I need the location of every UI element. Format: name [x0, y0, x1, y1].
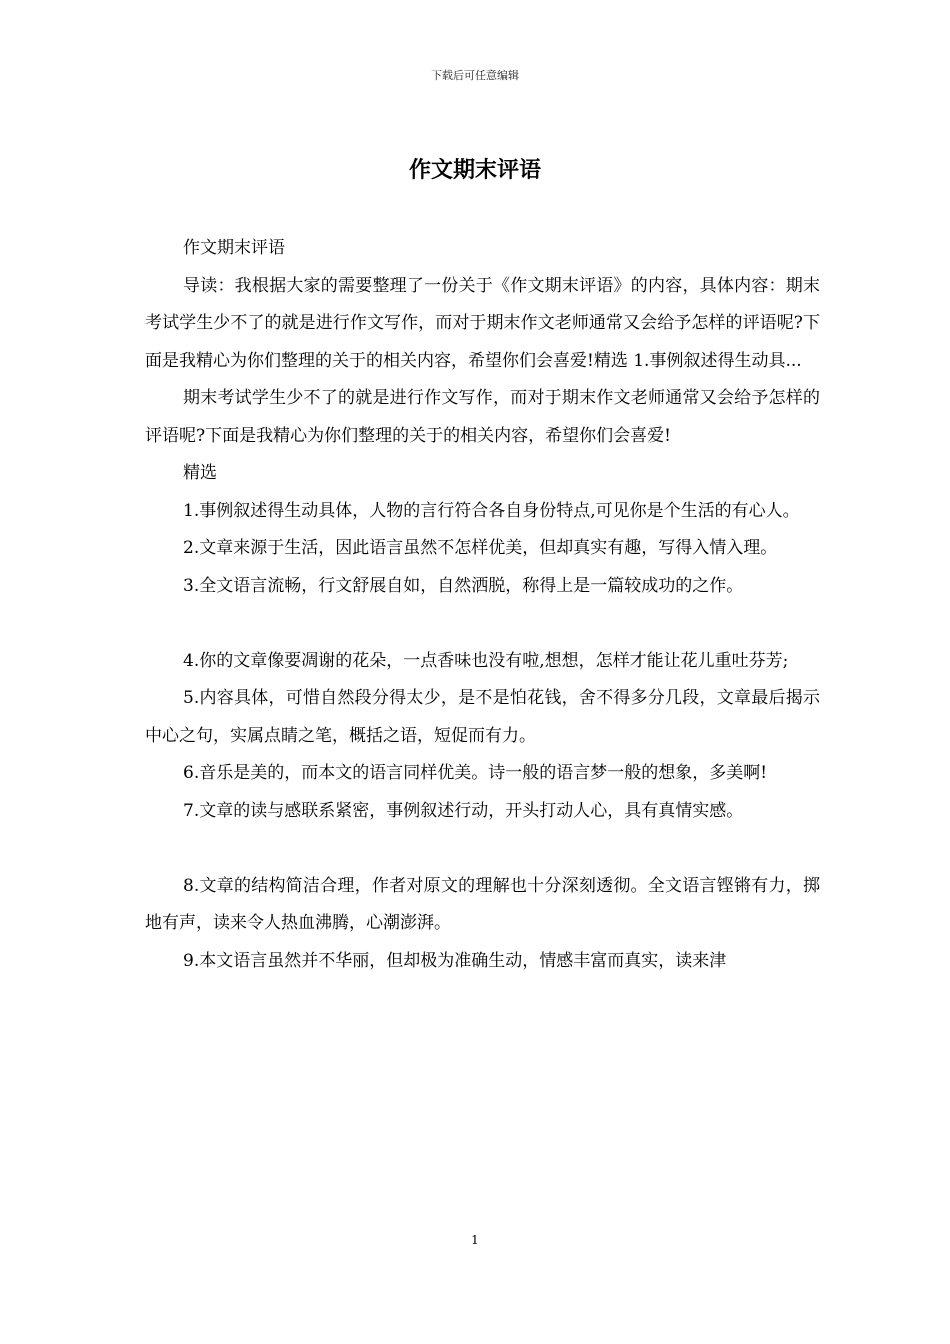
paragraph: 精选 — [183, 463, 217, 483]
paragraph: 作文期末评语 — [183, 238, 285, 258]
page-header: 下载后可任意编辑 — [431, 69, 519, 82]
paragraph: 3.全文语言流畅，行文舒展自如，自然洒脱，称得上是一篇较成功的之作。 — [183, 575, 744, 596]
paragraph: 6.音乐是美的，而本文的语言同样优美。诗一般的语言梦一般的想象，多美啊! — [183, 763, 768, 783]
paragraph: 2.文章来源于生活，因此语言虽然不怎样优美，但却真实有趣，写得入情入理。 — [183, 538, 778, 558]
paragraph: 期末考试学生少不了的就是进行作文写作，而对于期末作文老师通常又会给予怎样的评语呢?下面是我精心为你们整理的关于的相关内容，希望你们会喜爱! — [145, 388, 820, 446]
paragraph: 8.文章的结构简洁合理，作者对原文的理解也十分深刻透彻。全文语言铿锵有力，掷地有声，读来令人热血沸腾，心潮澎湃。 — [145, 875, 820, 933]
paragraph: 5.内容具体，可惜自然段分得太少，是不是怕花钱，舍不得多分几段，文章最后揭示中心之句，实属点睛之笔，概括之语，短促而有力。 — [145, 688, 820, 746]
paragraph: 导读：我根据大家的需要整理了一份关于《作文期末评语》的内容，具体内容：期末考试学生少不了的就是进行作文写作，而对于期末作文老师通常又会给予怎样的评语呢?下面是我精心为你们整理的关于的相关内容，希望你们会喜爱!精选 1.事例叙述得生动具... — [145, 275, 820, 371]
document-body — [145, 230, 820, 980]
paragraph: 1.事例叙述得生动具体，人物的言行符合各自身份特点,可见你是个生活的有心人。 — [183, 500, 800, 521]
page-number: 1 — [471, 1233, 479, 1247]
document-title: 作文期末评语 — [408, 158, 541, 183]
paragraph: 9.本文语言虽然并不华丽，但却极为准确生动，情感丰富而真实，读来津 — [183, 950, 727, 971]
paragraph: 7.文章的读与感联系紧密，事例叙述行动，开头打动人心，具有真情实感。 — [183, 800, 744, 821]
paragraph: 4.你的文章像要凋谢的花朵，一点香味也没有啦,想想，怎样才能让花儿重吐芬芳; — [183, 650, 789, 671]
